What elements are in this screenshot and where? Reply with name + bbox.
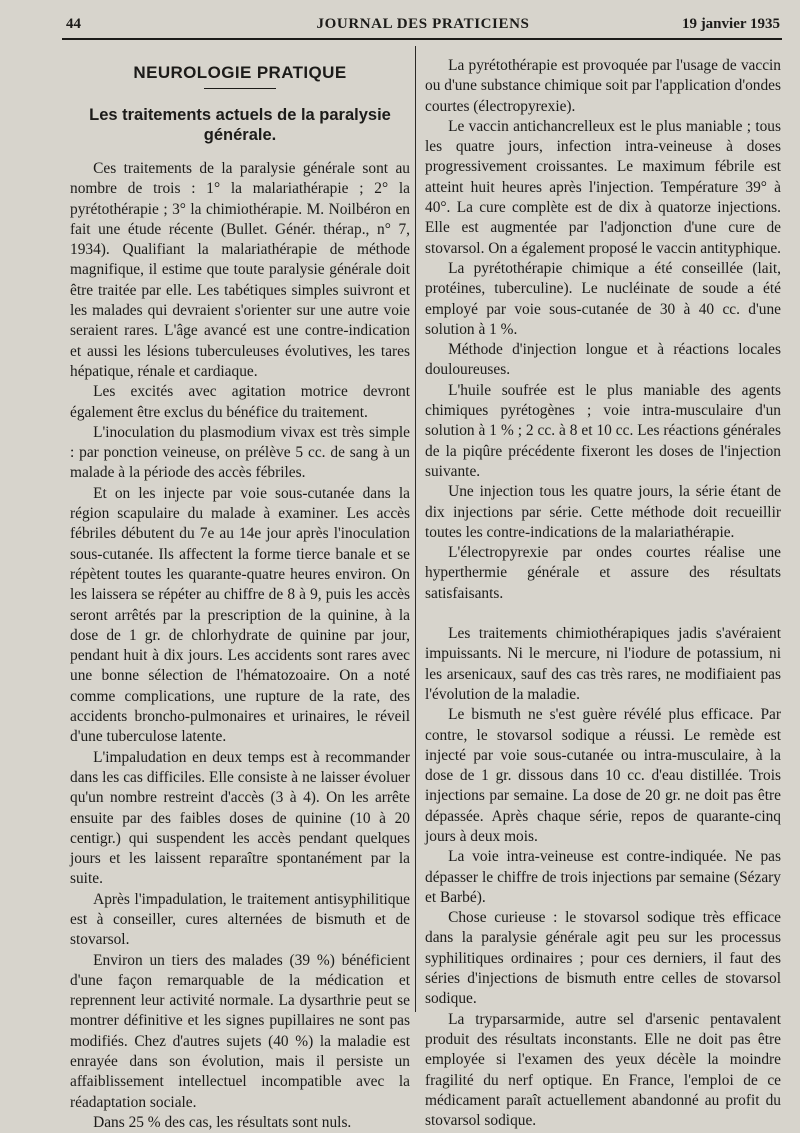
header-rule bbox=[62, 38, 782, 40]
paragraph: Une injection tous les quatre jours, la série étant de dix injections par série. Cette méthode doit recueillir toutes les contre-indications de la malariathérapie. bbox=[425, 483, 781, 541]
column-separator bbox=[415, 46, 416, 1012]
paragraph: L'électropyrexie par ondes courtes réalise une hyperthermie générale et assure des résultats satisfaisants. bbox=[425, 544, 781, 602]
paragraph: L'huile soufrée est le plus maniable des agents chimiques pyrétogènes ; voie intra-musculaire d'un solution à 1 % ; 2 cc. à 8 et 10 cc. Les réactions générales de la piqûre précédente fixeront les doses de l'injection suivante. bbox=[425, 381, 781, 480]
left-column bbox=[70, 58, 410, 1133]
paragraph: Le bismuth ne s'est guère révélé plus efficace. Par contre, le stovarsol sodique a réussi. Le remède est injecté par voie sous-cutanée ou intra-musculaire, à la dose de 1 gr. dissous dans 10 cc. d'eau distillée. Trois injections par semaine. La dose de 20 gr. ne doit pas être dépassée. Après chaque série, repos de quarante-cinq jours à deux mois. bbox=[425, 706, 781, 845]
section-title: NEUROLOGIE PRATIQUE bbox=[133, 63, 347, 82]
section-rule bbox=[204, 88, 276, 89]
running-header bbox=[66, 14, 780, 36]
paragraph: La tryparsarmide, autre sel d'arsenic pentavalent produit des résultats inconstants. Elle ne doit pas être employée si l'examen des yeux décèle la moindre fragilité du nerf optique. En France, l'emploi de ce médicament paraît actuellement abandonné au profit du stovarsol sodique. bbox=[425, 1010, 781, 1130]
paragraph: Et on les injecte par voie sous-cutanée dans la région scapulaire du malade à examiner. Les accès fébriles débutent du 7e au 14e jour après l'inoculation sous-cutanée. Ils affectent la forme tierce banale et se répètent toutes les quarante-quatre heures environ. On les laissera se répéter au chiffre de 8 à 9, puis les accès seront arrêtés par la prescription de la quinine, à la dose de 1 gr. de chlorhydrate de quinine par jour, pendant huit à dix jours. Les accidents sont rares avec une bonne sélection de l'hématozoaire. On a noté comme complications, une rupture de la rate, des accidents broncho-pulmonaires et urinaires, le réveil d'une tuberculose latente. bbox=[70, 484, 410, 746]
paragraph: La pyrétothérapie chimique a été conseillée (lait, protéines, tuberculine). Le nucléinate de soude a été employé par voie sous-cutanée de 30 à 40 cc. d'une solution à 1 %. bbox=[425, 259, 781, 338]
paragraph-gap bbox=[425, 604, 781, 624]
page-number: 44 bbox=[66, 16, 81, 32]
issue-date: 19 janvier 1935 bbox=[681, 16, 780, 32]
paragraph: Le vaccin antichancrelleux est le plus maniable ; tous les quatre jours, infection intra-veineuse à doses progressivement croissantes. Le maximum fébrile est atteint huit heures après l'injection. Température 39° à 40°. La cure complète est de dix à quatorze injections. Elle est augmentée par l'adjonction d'une cure de stovarsol. On a également proposé le vaccin antityphique. bbox=[425, 117, 782, 257]
paragraph: L'inoculation du plasmodium vivax est très simple : par ponction veineuse, on prélève 5 cc. de sang à un malade à la période des accès fébriles. bbox=[70, 423, 410, 482]
paragraph: La voie intra-veineuse est contre-indiquée. Ne pas dépasser le chiffre de trois injections par semaine (Sézary et Barbé). bbox=[425, 848, 781, 906]
paragraph: La pyrétothérapie est provoquée par l'usage de vaccin ou d'une substance chimique soit par l'application d'ondes courtes (électropyrexie). bbox=[425, 57, 781, 115]
article-title: Les traitements actuels de la paralysie générale. bbox=[89, 106, 391, 144]
paragraph: Méthode d'injection longue et à réactions locales douloureuses. bbox=[425, 341, 781, 379]
paragraph: Les traitements chimiothérapiques jadis s'avéraient impuissants. Ni le mercure, ni l'iodure de potassium, ni les arsenicaux, sauf des cas très rares, ne modifiaient pas l'évolution de la maladie. bbox=[425, 625, 781, 703]
paragraph: Chose curieuse : le stovarsol sodique très efficace dans la paralysie générale agit peu sur les processus syphilitiques ordinaires ; pour ces derniers, il faut des séries d'injections de bismuth entre celles de stovarsol sodique. bbox=[425, 909, 781, 1008]
paragraph: Les excités avec agitation motrice devront également être exclus du bénéfice du traitement. bbox=[70, 383, 410, 421]
journal-title: JOURNAL DES PRATICIENS bbox=[316, 16, 530, 32]
paragraph: Dans 25 % des cas, les résultats sont nuls. bbox=[93, 1113, 352, 1131]
paragraph: L'impaludation en deux temps est à recommander dans les cas difficiles. Elle consiste à ne laisser évoluer qu'un nombre restreint d'accès (3 à 4). On les arrête ensuite par des faibles doses de quinine (10 à 20 centigr.) qui suspendent les accès pendant quelques jours et les laissent reparaître spontanément par la suite. bbox=[70, 748, 410, 888]
paragraph: Environ un tiers des malades (39 %) bénéficient d'une façon remarquable de la médication et reprennent leur activité normale. La dysarthrie peut se montrer définitive et les signes pupillaires ne sont pas modifiés. Chez d'autres sujets (40 %) la maladie est enrayée dans son évolution, mais il persiste un affaiblissement intellectuel incompatible avec la réadaptation sociale. bbox=[70, 951, 410, 1111]
paragraph: Ces traitements de la paralysie générale sont au nombre de trois : 1° la malariathérapie ; 2° la pyrétothérapie ; 3° la chimiothérapie. M. Noilbéron en fait une étude récente (Bullet. Génér. thérap., n° 7, 1934). Qualifiant la malariathérapie de méthode magnifique, il estime que toute paralysie générale doit être traitée par elle. Les tabétiques simples suivront et les malades qui devraient s'orienter sur une autre voie seraient rares. L'âge avancé est une contre-indication et aussi les lésions tuberculeuses évolutives, les tares hépatique, rénale et cardiaque. bbox=[70, 160, 410, 380]
paragraph: Après l'impadulation, le traitement antisyphilitique est à conseiller, cures alternées de bismuth et de stovarsol. bbox=[70, 890, 410, 949]
right-column bbox=[425, 56, 781, 1131]
